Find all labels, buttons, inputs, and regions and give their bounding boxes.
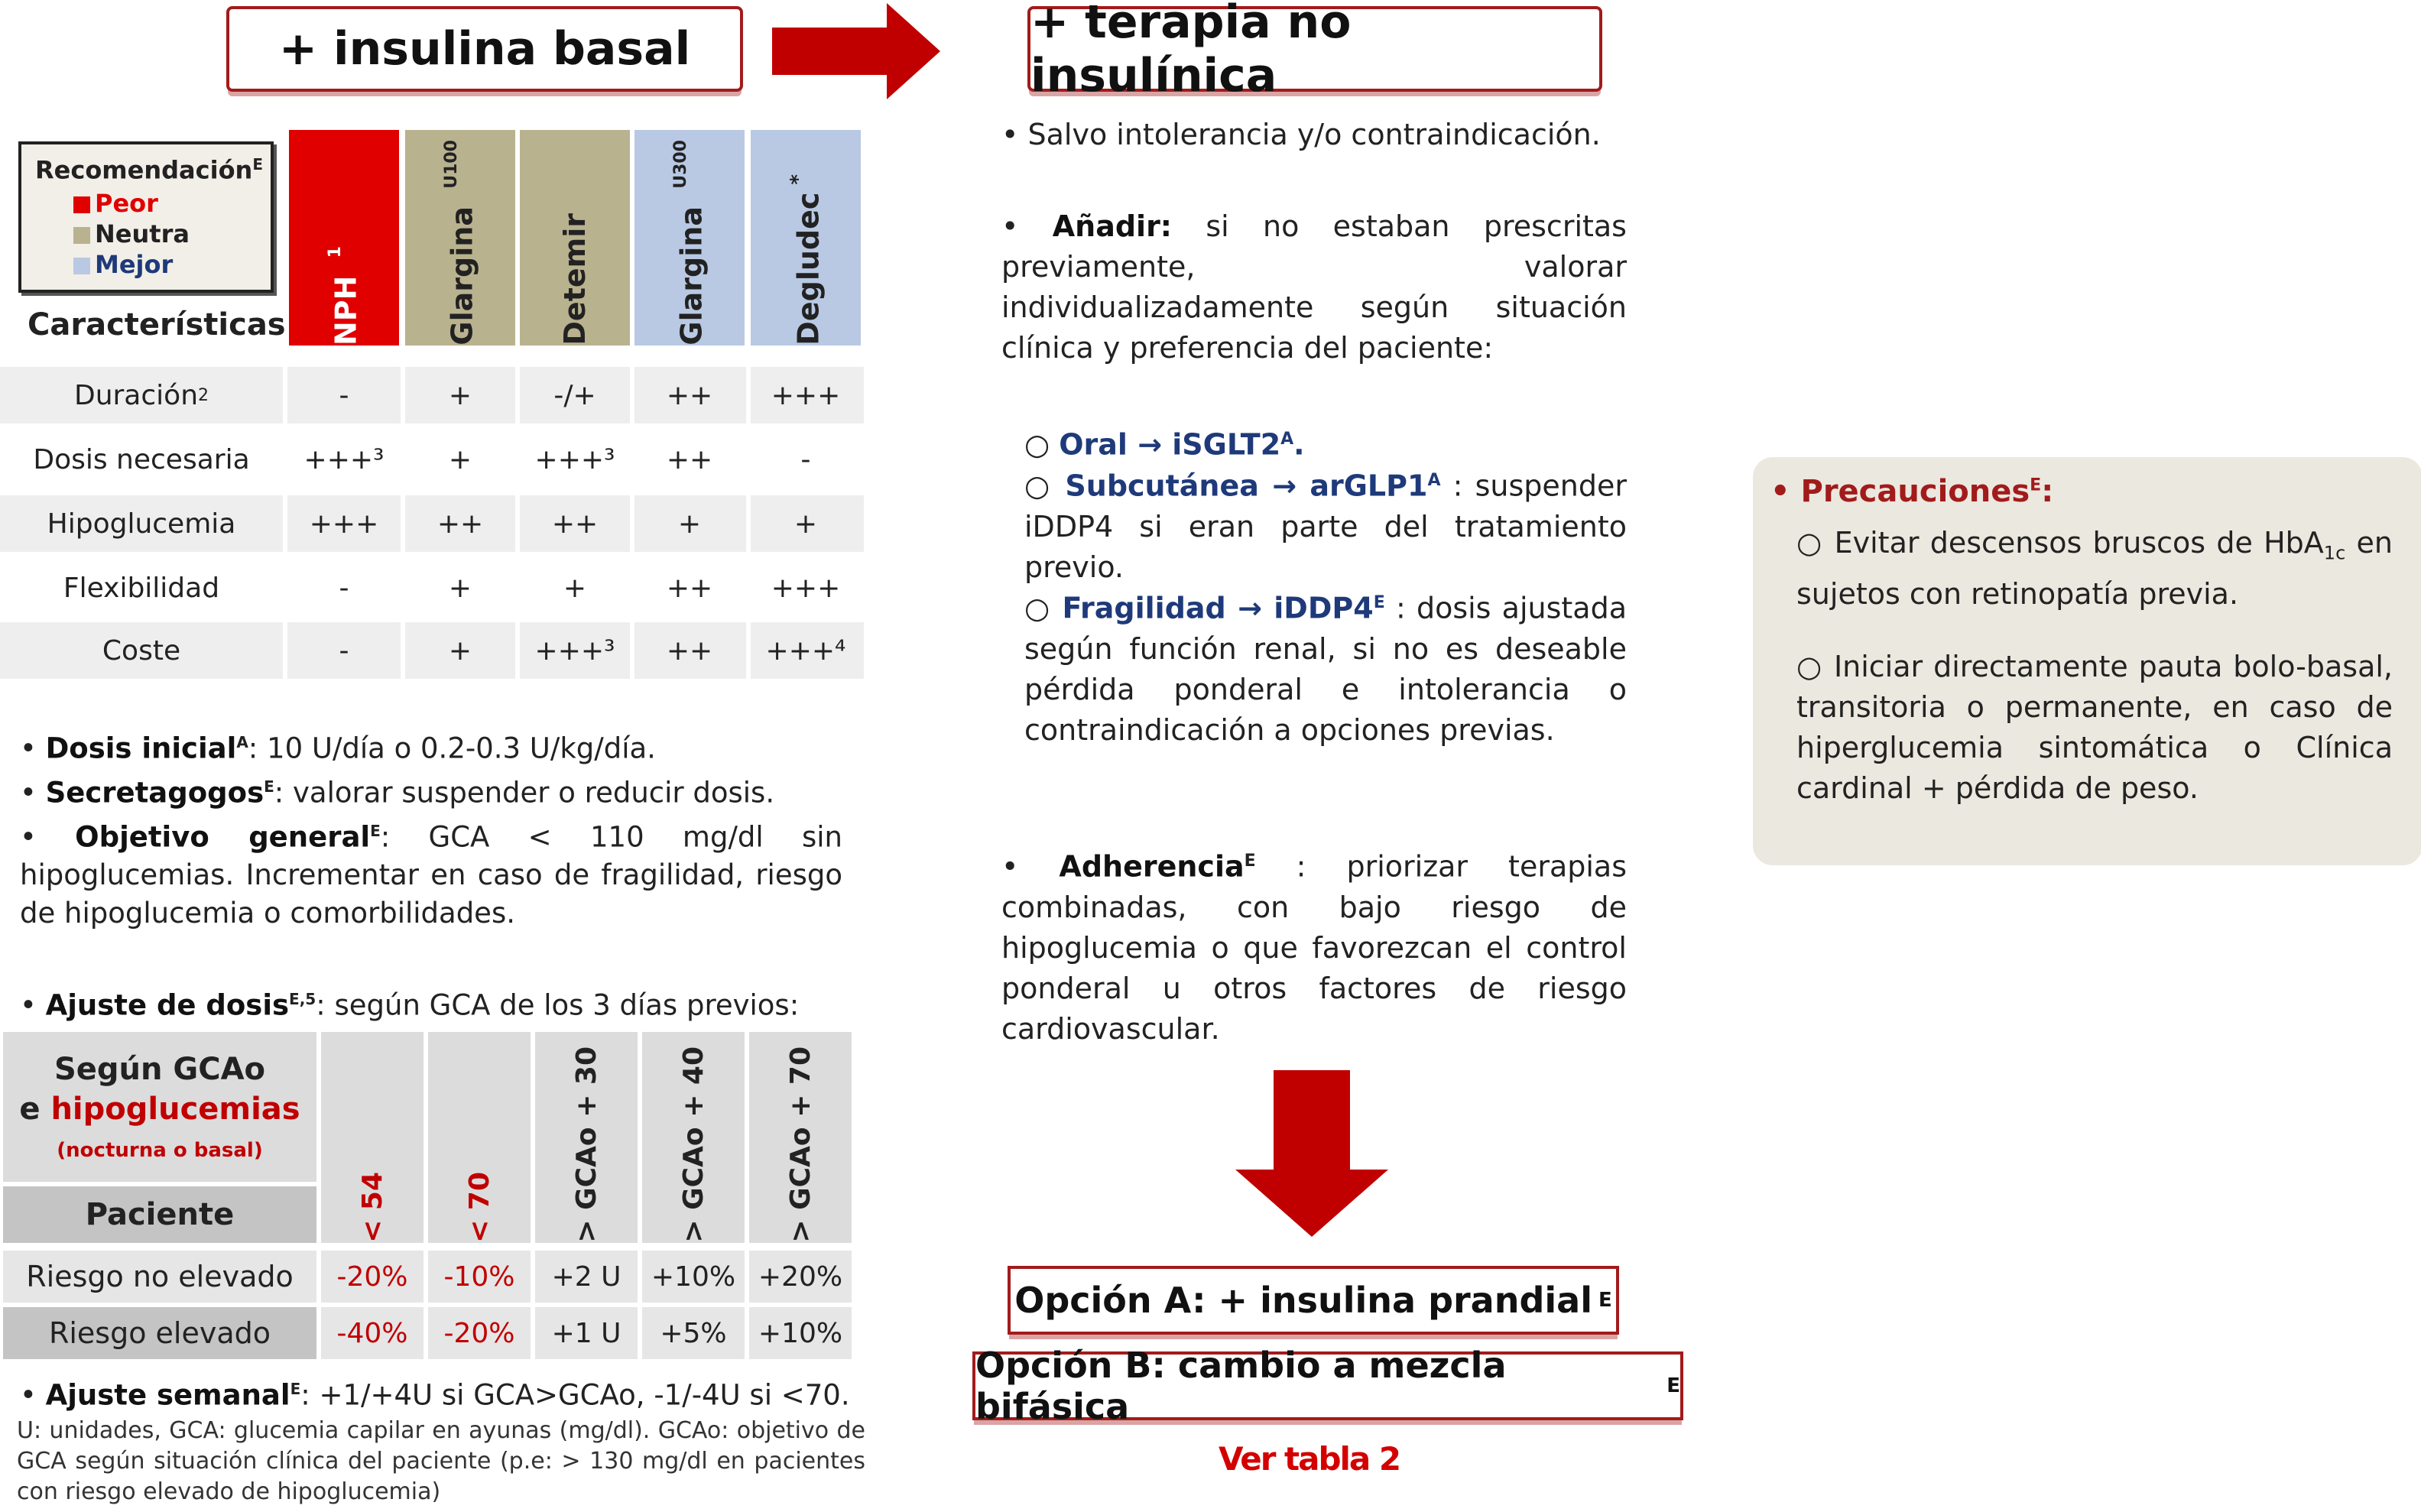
column-degludec: Degludec* xyxy=(751,130,861,346)
table-cell: + xyxy=(448,443,472,475)
column-detemir: Detemir xyxy=(520,130,630,346)
table-cell: - xyxy=(339,379,349,411)
precautions-title: • Precauciones$^E$: xyxy=(1770,474,2054,509)
table-cell: ++ xyxy=(666,443,713,475)
recommendation-legend xyxy=(18,141,274,293)
middle-subcutanea: ○ Subcutánea → $arGLP1^A$ : suspender iDDP4 si eran parte del tratamiento previo. xyxy=(1024,469,1627,584)
dose-cell: -20% xyxy=(428,1307,531,1359)
table-cell: +++ xyxy=(771,572,841,604)
table-cell: ++ xyxy=(436,508,484,540)
legend-title-sup: E xyxy=(252,155,263,174)
left-title-text: + insulina basal xyxy=(278,22,691,76)
table-row-label: Hipoglucemia xyxy=(47,508,236,540)
dose-row-label: Riesgo no elevado xyxy=(26,1260,294,1293)
dose-cell: +5% xyxy=(642,1307,745,1359)
middle-p1: • Salvo intolerancia y/o contraindicación. xyxy=(1001,118,1601,151)
legend-item-peor xyxy=(90,189,158,218)
note-ajuste: • Ajuste de dosis$^{E,5}$: según GCA de los 3 días previos: xyxy=(20,988,800,1022)
footnote: U: unidades, GCA: glucemia capilar en ayunas (mg/dl). GCAo: objetivo de GCA según situación clínica del paciente (p.e: > 130 mg/dl en pacientes con riesgo elevado de hipoglucemia) xyxy=(17,1417,865,1505)
dose-cell: -40% xyxy=(321,1307,424,1359)
option-a-box: Opción A: + insulina prandial E xyxy=(1008,1266,1619,1335)
table-cell: ++ xyxy=(666,572,713,604)
dose-cell: -20% xyxy=(321,1251,424,1303)
characteristics-label: Características xyxy=(28,307,286,342)
table-cell: ++ xyxy=(666,379,713,411)
option-b-box: Opción B: cambio a mezcla bifásica E xyxy=(972,1351,1683,1420)
legend-label-peor: Peor xyxy=(95,189,158,218)
table-cell: + xyxy=(563,572,587,604)
precautions-item1: ○ Evitar descensos bruscos de HbA$_{1c}$ en sujetos con retinopatía previa. xyxy=(1796,526,2393,611)
table-cell: -/+ xyxy=(553,379,596,411)
table-cell: - xyxy=(339,572,349,604)
note-dosis-inicial: • Dosis inicial$^A$: 10 U/día o 0.2-0.3 U/kg/día. xyxy=(20,732,656,765)
down-arrow-icon xyxy=(1235,1070,1388,1237)
table-cell: + xyxy=(677,508,702,540)
dose-cell: +20% xyxy=(749,1251,852,1303)
dose-cell: +1 U xyxy=(535,1307,638,1359)
dose-col-lt70: < 70 xyxy=(428,1032,531,1243)
note-secretagogos: • Secretagogos$^E$: valorar suspender o reducir dosis. xyxy=(20,776,775,810)
weekly-adjustment: • Ajuste semanal$^E$: +1/+4U si GCA>GCAo, -1/-4U si <70. xyxy=(20,1378,850,1412)
column-glargina-u100: Glargina $^{U100}$ xyxy=(405,130,515,346)
column-glargina-u300: Glargina $^{U300}$ xyxy=(634,130,745,346)
dose-cell: -10% xyxy=(428,1251,531,1303)
legend-label-mejor: Mejor xyxy=(95,250,174,279)
table-cell: + xyxy=(448,634,472,667)
column-nph: NPH $^1$ xyxy=(289,130,399,346)
table-cell: + xyxy=(793,508,818,540)
table-cell: - xyxy=(339,634,349,667)
dose-cell: +2 U xyxy=(535,1251,638,1303)
table-cell: +++³ xyxy=(303,443,385,475)
middle-oral: ○ Oral → $iSGLT2^A$. xyxy=(1024,427,1305,462)
left-title xyxy=(226,6,743,92)
table-row-label: Coste xyxy=(102,634,181,667)
dose-header-line2: e hipoglucemias xyxy=(19,1092,300,1127)
right-title-text: + terapia no insulínica xyxy=(1030,0,1352,102)
dose-col-gcao40: > GCAo + 40 xyxy=(642,1032,745,1243)
table-cell: +++³ xyxy=(534,443,615,475)
table-cell: +++³ xyxy=(534,634,615,667)
dose-cell: +10% xyxy=(749,1307,852,1359)
legend-label-neutra: Neutra xyxy=(95,219,190,248)
table-cell: +++⁴ xyxy=(765,634,846,667)
table-cell: +++ xyxy=(771,379,841,411)
dose-cell: +10% xyxy=(642,1251,745,1303)
legend-item-mejor xyxy=(90,250,173,279)
table-cell: - xyxy=(800,443,811,475)
patient-label: Paciente xyxy=(85,1197,235,1232)
middle-anadir: • Añadir: si no estaban prescritas previamente, valorar individualizadamente según situación clínica y preferencia del paciente: xyxy=(1001,209,1627,365)
table-row-label: Duración 2 xyxy=(73,379,209,411)
dose-header-line1: Según GCAo xyxy=(54,1052,266,1087)
table-cell: + xyxy=(448,572,472,604)
dose-header-line3: (nocturna o basal) xyxy=(57,1139,263,1162)
right-title xyxy=(1027,0,1602,102)
right-arrow-icon xyxy=(772,3,940,99)
table-row-label: Flexibilidad xyxy=(63,572,220,604)
table-cell: + xyxy=(448,379,472,411)
table-cell: ++ xyxy=(666,634,713,667)
middle-adherencia: • Adherencia$^E$ : priorizar terapias combinadas, con bajo riesgo de hipoglucemia o que favorezcan el control ponderal u otros factores de riesgo cardiovascular. xyxy=(1001,849,1627,1046)
table-cell: +++ xyxy=(309,508,379,540)
ver-tabla-link[interactable]: Ver tabla 2 xyxy=(1219,1440,1400,1478)
precautions-item2: ○ Iniciar directamente pauta bolo-basal, transitoria o permanente, en caso de hiperglucemia sintomática o Clínica cardinal + pérdida de peso. xyxy=(1796,650,2393,805)
dose-col-gcao30: > GCAo + 30 xyxy=(535,1032,638,1243)
table-cell: ++ xyxy=(551,508,599,540)
note-objetivo: • Objetivo general$^E$: GCA < 110 mg/dl sin hipoglucemias. Incrementar en caso de fragilidad, riesgo de hipoglucemia o comorbilidades. xyxy=(20,820,842,930)
middle-fragilidad: ○ Fragilidad → $iDDP4^E$ : dosis ajustada según función renal, si no es deseable pérdida ponderal e intolerancia o contraindicación a opciones previas. xyxy=(1024,591,1627,747)
dose-col-lt54: < 54 xyxy=(321,1032,424,1243)
dose-row-label: Riesgo elevado xyxy=(48,1316,271,1350)
legend-item-neutra xyxy=(90,219,190,248)
table-row-label: Dosis necesaria xyxy=(33,443,250,475)
dose-col-gcao70: > GCAo + 70 xyxy=(749,1032,852,1243)
legend-title: Recomendación xyxy=(35,155,253,185)
